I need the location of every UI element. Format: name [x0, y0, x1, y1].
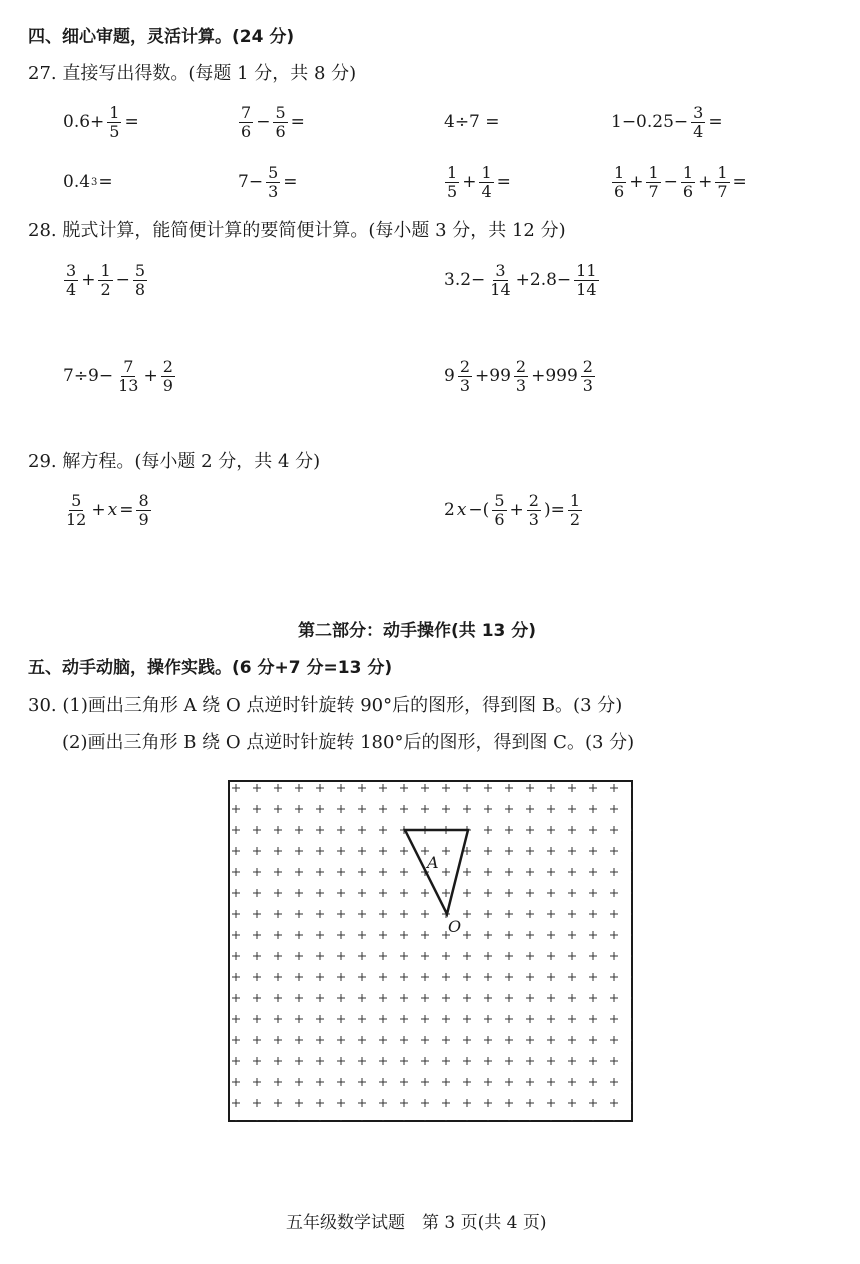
- fraction: $\frac{3}{4}$: [693, 102, 704, 141]
- fraction: $\frac{1}{5}$: [447, 162, 458, 201]
- fraction: $\frac{1}{7}$: [717, 162, 728, 201]
- q29-title: 29. 解方程。(每小题 2 分，共 4 分): [28, 451, 321, 472]
- part2-header: 第二部分：动手操作(共 13 分): [298, 621, 537, 641]
- label-a: A: [427, 853, 439, 872]
- q27-expr-8: $\frac{1}{6}$ + $\frac{1}{7}$ − $\frac{1}{6}$ + $\frac{1}{7}$ =: [614, 162, 747, 201]
- fraction: $\frac{2}{3}$: [515, 356, 527, 395]
- q27-expr-1: 0.6+ $\frac{1}{5}$ =: [63, 102, 139, 141]
- fraction: $\frac{11}{14}$: [576, 260, 597, 299]
- q28-expr-4: 9 $\frac{2}{3}$ +99 $\frac{2}{3}$ +999 $\frac{2}{3}$: [444, 356, 593, 395]
- fraction: $\frac{1}{6}$: [682, 162, 694, 201]
- fraction: $\frac{5}{12}$: [66, 490, 87, 529]
- fraction: $\frac{5}{3}$: [268, 162, 279, 201]
- fraction: $\frac{8}{9}$: [138, 490, 149, 529]
- fraction: $\frac{1}{2}$: [569, 490, 581, 529]
- fraction: $\frac{1}{7}$: [648, 162, 659, 201]
- q27-expr-4: 1−0.25− $\frac{3}{4}$ =: [611, 102, 723, 141]
- fraction: $\frac{3}{4}$: [66, 260, 77, 299]
- section4-header: 四、细心审题，灵活计算。(24 分): [28, 27, 295, 47]
- q28-expr-1: $\frac{3}{4}$ + $\frac{1}{2}$ − $\frac{5}{8}$: [66, 260, 146, 299]
- fraction: $\frac{5}{6}$: [494, 490, 505, 529]
- label-o: O: [448, 917, 462, 936]
- fraction: $\frac{5}{6}$: [275, 102, 286, 141]
- fraction: $\frac{2}{3}$: [459, 356, 471, 395]
- triangle-a: [405, 830, 468, 914]
- q29-equation-1: $\frac{5}{12}$ + x = $\frac{8}{9}$: [66, 490, 149, 529]
- q28-expr-2: 3.2− $\frac{3}{14}$ +2.8− $\frac{11}{14}$: [444, 260, 597, 299]
- fraction: $\frac{7}{13}$: [118, 356, 139, 395]
- q27-expr-7: $\frac{1}{5}$ + $\frac{1}{4}$ =: [447, 162, 511, 201]
- q27-expr-6: 7− $\frac{5}{3}$ =: [238, 162, 298, 201]
- fraction: $\frac{1}{6}$: [614, 162, 625, 201]
- fraction: $\frac{7}{6}$: [241, 102, 252, 141]
- q30-line-1: 30. (1)画出三角形 A 绕 O 点逆时针旋转 90°后的图形，得到图 B。(3 分): [28, 695, 623, 716]
- fraction: $\frac{1}{2}$: [100, 260, 111, 299]
- section5-header: 五、动手动脑，操作实践。(6 分+7 分=13 分): [28, 658, 393, 678]
- page-footer: 五年级数学试题 第 3 页(共 4 页): [286, 1213, 547, 1233]
- fraction: $\frac{2}{3}$: [582, 356, 593, 395]
- fraction: $\frac{1}{5}$: [109, 102, 120, 141]
- fraction: $\frac{1}{4}$: [481, 162, 492, 201]
- rotation-grid: [228, 780, 633, 1122]
- q27-expr-5: 0.4 3 =: [63, 172, 113, 192]
- q28-title: 28. 脱式计算，能简便计算的要简便计算。(每小题 3 分，共 12 分): [28, 220, 566, 241]
- q28-expr-3: 7÷9− $\frac{7}{13}$ + $\frac{2}{9}$: [63, 356, 173, 395]
- q27-title: 27. 直接写出得数。(每题 1 分，共 8 分): [28, 63, 357, 84]
- fraction: $\frac{2}{9}$: [162, 356, 173, 395]
- fraction: $\frac{2}{3}$: [528, 490, 539, 529]
- q27-expr-3: 4÷7 =: [444, 112, 500, 132]
- fraction: $\frac{5}{8}$: [134, 260, 146, 299]
- q29-equation-2: 2 x −( $\frac{5}{6}$ + $\frac{2}{3}$ )= $\frac{1}{2}$: [444, 490, 581, 529]
- fraction: $\frac{3}{14}$: [490, 260, 511, 299]
- q27-expr-2: $\frac{7}{6}$ − $\frac{5}{6}$ =: [241, 102, 305, 141]
- q30-line-2: (2)画出三角形 B 绕 O 点逆时针旋转 180°后的图形，得到图 C。(3 分): [62, 732, 635, 753]
